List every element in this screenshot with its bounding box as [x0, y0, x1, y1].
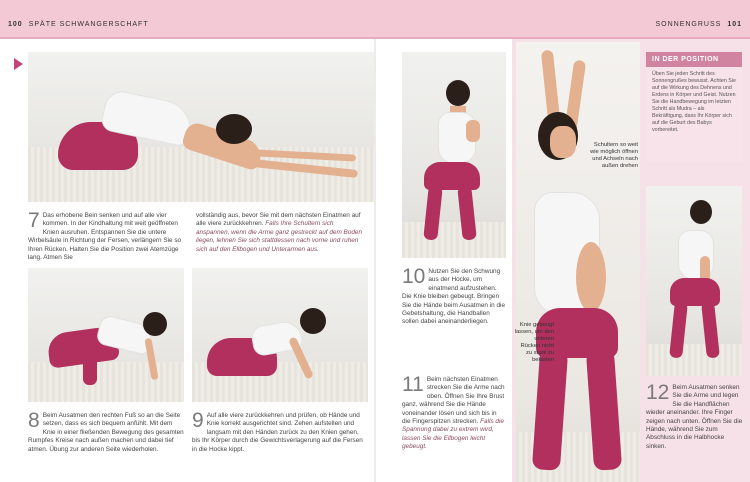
- step-text: Nutzen Sie den Schwung aus der Hocke, um einatmend aufzustehen. Die Knie bleiben gebeugt. Bringen Sie die Hände beim Ausatmen in die Gebetshaltung, die Handballen sollen dabei aneinanderliegen.: [402, 268, 506, 326]
- photo-step-10: [402, 52, 506, 258]
- right-running-head: [655, 21, 742, 28]
- step-12-text: [646, 381, 744, 451]
- photo-step-8: [28, 268, 184, 402]
- left-page-number: 100: [8, 21, 23, 28]
- step-number: 8: [28, 409, 40, 432]
- callout-knees: Knie gebeugt lassen, um den unteren Rücken nicht zu stark zu belasten: [514, 322, 554, 363]
- step-7-text-col1: [28, 209, 190, 262]
- panel-text: Üben Sie jeden Schritt des Sonnengrußes bewusst. Achten Sie auf die Wirkung des Dehnens und Erdens in Körper und Geist. Nutzen Sie die Handbewegung im letzten Schritt als Mudra – als Bekräftigung, dass Ihr Körper sich auf die Geburt des Babys vorbereitet.: [652, 71, 736, 133]
- figure-leg: [83, 353, 97, 385]
- step-text: Auf alle viere zurückkehren und prüfen, ob Hände und Knie korrekt ausgerichtet sind. Zehen aufstellen und langsam mit den Händen zurück zu den Knien gehen, bis Ihr Körper durch die Gewichtsverlagerung auf die Fersen in die Hocke kippt.: [192, 412, 363, 453]
- photo-step-7: [28, 52, 374, 202]
- step-text: Beim nächsten Einatmen strecken Sie die Arme nach oben. Öffnen Sie Ihre Brust ganz, während Sie die Hände voneinander lösen und sich bis in die Fingerspitzen strecken.: [402, 376, 505, 426]
- info-panel: [646, 52, 742, 162]
- figure-head: [300, 308, 326, 334]
- right-page-title: SONNENGRUSS: [655, 21, 722, 28]
- left-page-title: SPÄTE SCHWANGERSCHAFT: [28, 21, 149, 28]
- step-number: 7: [28, 209, 40, 232]
- step-number: 11: [402, 373, 424, 396]
- figure-hands: [466, 120, 480, 142]
- step-number: 10: [402, 265, 426, 288]
- step-text: Das erhobene Bein senken und auf alle vier kommen. In der Kindhaltung mit weit geöffneten Knien ausruhen. Entspannen Sie die untere Wirbelsäule in Richtung der Fersen, verlängern Sie so Ihren Rücken. Halten Sie die Position zwei Atemzüge lang. Atmen Sie: [28, 212, 182, 262]
- panel-title: IN DER POSITION: [646, 52, 742, 67]
- figure-belly: [576, 242, 606, 312]
- step-number: 12: [646, 381, 670, 404]
- page-gutter: [374, 39, 376, 482]
- step-text: Beim Ausatmen senken Sie die Arme und legen Sie die Handflächen wieder aneinander. Ihre Finger zeigen nach unten. Öffnen Sie die Hände, während Sie zum Abschluss in die Halbhocke sinken.: [646, 384, 743, 450]
- step-8-text: [28, 409, 184, 454]
- figure-head: [216, 114, 252, 144]
- step-7-text-col2: [196, 212, 368, 254]
- step-number: 9: [192, 409, 204, 432]
- play-arrow-icon: [14, 58, 23, 70]
- figure-head: [446, 80, 470, 106]
- step-10-text: [402, 265, 506, 327]
- figure-face: [550, 126, 576, 158]
- right-page-number: 101: [727, 21, 742, 28]
- step-tip: Falls Ihre Schultern sich anspannen, wenn die Arme ganz gestreckt auf dem Boden liegen, lehnen Sie sich stattdessen nach vorne und ruhen sich auf den Ellbogen und Unterarmen aus.: [196, 220, 363, 253]
- page-header: [0, 0, 750, 38]
- photo-step-11: [516, 42, 640, 482]
- photo-step-9: [192, 268, 368, 402]
- photo-step-12: [646, 186, 742, 376]
- figure-head: [143, 312, 167, 336]
- left-running-head: [8, 21, 149, 28]
- step-tip: Falls die Spannung dabei zu extrem wird, lassen Sie die Ellbogen leicht gebeugt.: [402, 418, 504, 451]
- step-text: Beim Ausatmen den rechten Fuß so an die Seite setzen, dass es sich bequem anfühlt. Mit dem Knie in einer fließenden Bewegung des gesamten Rumpfes Kreise nach außen machen und dabei tief atmen. Übung zur anderen Seite wiederholen.: [28, 412, 184, 453]
- callout-shoulders: Schultern so weit wie möglich öffnen und Achseln nach außen drehen: [590, 142, 638, 169]
- figure-head: [690, 200, 712, 224]
- step-9-text: [192, 409, 368, 454]
- step-text: vollständig aus, bevor Sie mit dem nächsten Einatmen auf alle viere zurückkehren.: [196, 212, 361, 228]
- step-11-text: [402, 373, 506, 452]
